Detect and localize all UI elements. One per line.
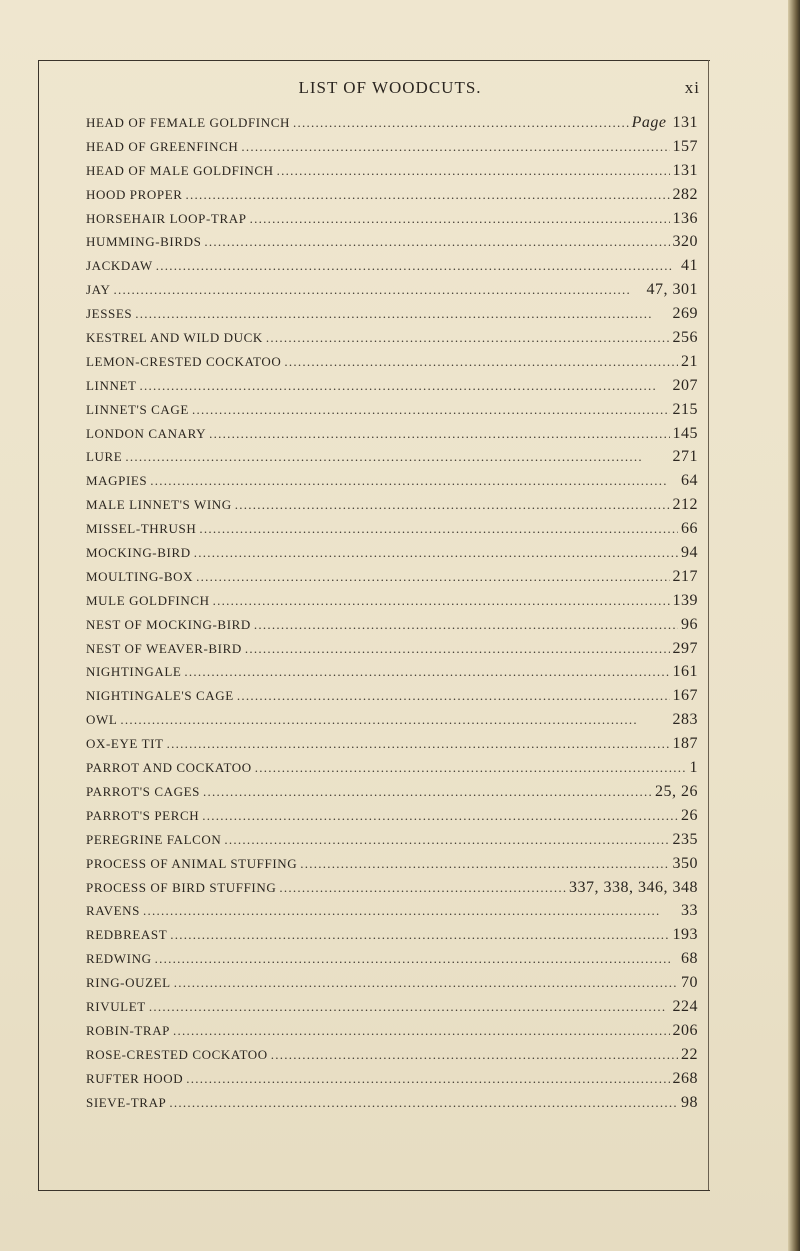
leader-dots xyxy=(202,808,678,824)
entry-label: ROSE-CRESTED COCKATOO xyxy=(86,1046,268,1062)
entry-label: OWL xyxy=(86,712,118,728)
leader-dots xyxy=(135,306,669,322)
entry-page xyxy=(673,855,699,873)
list-item xyxy=(86,783,698,807)
entry-label: LINNET xyxy=(86,377,137,393)
list-item xyxy=(86,592,698,616)
page-number: 350 xyxy=(672,854,698,872)
list-item xyxy=(86,425,698,449)
list-item xyxy=(86,1046,698,1070)
leader-dots xyxy=(213,593,670,609)
list-item xyxy=(86,687,698,711)
leader-dots xyxy=(204,234,669,250)
entry-label: MULE GOLDFINCH xyxy=(86,592,210,608)
page-number: 212 xyxy=(672,496,698,514)
entry-label: JESSES xyxy=(86,306,133,322)
leader-dots xyxy=(235,497,670,513)
entry-label: REDWING xyxy=(86,951,152,967)
entry-label: MISSEL-THRUSH xyxy=(86,521,197,537)
page-number: 131 xyxy=(672,161,698,179)
list-item xyxy=(86,974,698,998)
list-item xyxy=(86,377,698,401)
entry-label: OX-EYE TIT xyxy=(86,736,164,752)
list-item xyxy=(86,496,698,520)
leader-dots xyxy=(250,211,670,227)
page-number: 98 xyxy=(681,1093,698,1111)
page-number: 269 xyxy=(672,305,698,323)
leader-dots xyxy=(245,641,670,657)
entry-label: MOCKING-BIRD xyxy=(86,545,191,561)
list-item xyxy=(86,568,698,592)
entry-label: RING-OUZEL xyxy=(86,975,171,991)
entry-page xyxy=(673,926,699,944)
leader-dots xyxy=(196,569,669,585)
entry-label: REDBREAST xyxy=(86,927,168,943)
entry-page xyxy=(681,353,698,371)
entry-page xyxy=(681,472,698,490)
leader-dots xyxy=(169,1095,678,1111)
list-item xyxy=(86,950,698,974)
entry-label: PARROT AND COCKATOO xyxy=(86,760,252,776)
entry-page xyxy=(673,592,699,610)
entry-label: RIVULET xyxy=(86,998,146,1014)
page-number: 271 xyxy=(672,448,698,466)
list-item xyxy=(86,233,698,257)
list-item xyxy=(86,807,698,831)
entry-page xyxy=(681,544,698,562)
leader-dots xyxy=(271,1047,678,1063)
entry-label: NEST OF WEAVER-BIRD xyxy=(86,640,242,656)
leader-dots xyxy=(184,664,669,680)
leader-dots xyxy=(284,354,678,370)
entry-label: LEMON-CRESTED COCKATOO xyxy=(86,353,282,369)
page-number: 33 xyxy=(681,902,698,920)
entry-label: MOULTING-BOX xyxy=(86,568,194,584)
list-item xyxy=(86,520,698,544)
entry-page xyxy=(673,1022,699,1040)
entry-page xyxy=(681,950,698,968)
page-number: 215 xyxy=(672,400,698,418)
entry-label: KESTREL AND WILD DUCK xyxy=(86,330,263,346)
entry-page xyxy=(681,1046,698,1064)
entry-page xyxy=(673,448,699,466)
list-item xyxy=(86,114,698,138)
page-number: 70 xyxy=(681,974,698,992)
list-item xyxy=(86,305,698,329)
page-number: 297 xyxy=(672,639,698,657)
list-item xyxy=(86,210,698,234)
leader-dots xyxy=(170,927,669,943)
list-item xyxy=(86,401,698,425)
leader-dots xyxy=(266,330,670,346)
page-number: 282 xyxy=(672,185,698,203)
page-number: 26 xyxy=(681,806,698,824)
entry-label: HORSEHAIR LOOP-TRAP xyxy=(86,210,247,226)
page-number: 167 xyxy=(672,687,698,705)
list-item xyxy=(86,1022,698,1046)
entry-page xyxy=(673,998,699,1016)
page-number: 193 xyxy=(672,926,698,944)
entry-page xyxy=(673,233,699,251)
entry-label: SIEVE-TRAP xyxy=(86,1094,167,1110)
page-number: 21 xyxy=(681,352,698,370)
entry-page xyxy=(673,1070,699,1088)
entry-label: RUFTER HOOD xyxy=(86,1070,184,1086)
page-number: 131 xyxy=(672,114,698,131)
entry-label: PARROT'S CAGES xyxy=(86,783,200,799)
frame-rule-left xyxy=(38,60,39,1190)
entry-page xyxy=(673,329,699,347)
list-item xyxy=(86,544,698,568)
entry-page xyxy=(681,902,698,920)
list-item xyxy=(86,831,698,855)
list-item xyxy=(86,663,698,687)
page-number: 47, 301 xyxy=(646,281,698,299)
leader-dots xyxy=(254,617,678,633)
entry-label: MALE LINNET'S WING xyxy=(86,497,232,513)
list-item xyxy=(86,855,698,879)
entry-page xyxy=(673,496,699,514)
list-item xyxy=(86,711,698,735)
page-number: 139 xyxy=(672,591,698,609)
entry-label: NIGHTINGALE'S CAGE xyxy=(86,688,234,704)
entry-page xyxy=(690,759,699,777)
page-number: 207 xyxy=(672,376,698,394)
page-number: 41 xyxy=(681,257,698,275)
frame-rule-right xyxy=(708,60,709,1190)
list-item xyxy=(86,735,698,759)
leader-dots xyxy=(194,545,678,561)
page-number: 68 xyxy=(681,950,698,968)
leader-dots xyxy=(150,473,678,489)
list-item xyxy=(86,616,698,640)
leader-dots xyxy=(113,282,643,298)
entry-page xyxy=(673,377,699,395)
list-item xyxy=(86,998,698,1022)
entry-label: RAVENS xyxy=(86,903,140,919)
entry-label: JACKDAW xyxy=(86,258,153,274)
list-item xyxy=(86,186,698,210)
leader-dots xyxy=(279,880,566,896)
leader-dots xyxy=(241,139,669,155)
page-number: 206 xyxy=(672,1021,698,1039)
entry-label: NIGHTINGALE xyxy=(86,664,182,680)
list-item xyxy=(86,926,698,950)
entry-page xyxy=(681,807,698,825)
entry-page xyxy=(681,616,698,634)
page-number: 187 xyxy=(672,735,698,753)
page-number: 161 xyxy=(672,663,698,681)
leader-dots xyxy=(186,187,670,203)
page-number: 337, 338, 346, 348 xyxy=(569,878,698,896)
page-number: 256 xyxy=(672,329,698,347)
entry-label: PROCESS OF BIRD STUFFING xyxy=(86,879,277,895)
entry-label: LONDON CANARY xyxy=(86,425,207,441)
list-item xyxy=(86,902,698,926)
entry-page xyxy=(673,687,699,705)
entry-label: MAGPIES xyxy=(86,473,148,489)
leader-dots xyxy=(209,426,669,442)
entry-page xyxy=(673,186,699,204)
page-title: LIST OF WOODCUTS. xyxy=(298,78,482,97)
page-number: 145 xyxy=(672,424,698,442)
entry-label: HEAD OF GREENFINCH xyxy=(86,138,239,154)
entry-page xyxy=(673,425,699,443)
leader-dots xyxy=(140,378,670,394)
entry-label: LURE xyxy=(86,449,123,465)
leader-dots xyxy=(186,1071,669,1087)
page-number: 25, 26 xyxy=(655,782,698,800)
leader-dots xyxy=(237,688,670,704)
list-item xyxy=(86,472,698,496)
leader-dots xyxy=(120,712,669,728)
running-header xyxy=(80,78,700,100)
page-numeral: xi xyxy=(684,78,700,97)
entry-label: PEREGRINE FALCON xyxy=(86,831,222,847)
entry-page xyxy=(681,257,698,275)
leader-dots xyxy=(149,999,670,1015)
page-number: 64 xyxy=(681,472,698,490)
leader-dots xyxy=(300,856,669,872)
list-item xyxy=(86,448,698,472)
entry-label: NEST OF MOCKING-BIRD xyxy=(86,616,251,632)
list-item xyxy=(86,138,698,162)
list-item xyxy=(86,281,698,305)
entry-page xyxy=(673,663,699,681)
entry-page xyxy=(673,401,699,419)
leader-dots xyxy=(224,832,669,848)
entry-page xyxy=(673,162,699,180)
list-item xyxy=(86,353,698,377)
entry-page xyxy=(655,783,698,801)
list-item xyxy=(86,1094,698,1118)
entry-page xyxy=(647,281,699,299)
entry-page xyxy=(681,974,698,992)
list-item xyxy=(86,879,698,903)
leader-dots xyxy=(277,163,670,179)
entry-page xyxy=(673,210,699,228)
page-number: 157 xyxy=(672,137,698,155)
list-item xyxy=(86,759,698,783)
page-number: 283 xyxy=(672,711,698,729)
entry-label: PARROT'S PERCH xyxy=(86,807,200,823)
frame-rule-bottom xyxy=(38,1190,710,1191)
entry-page xyxy=(632,114,698,132)
leader-dots xyxy=(156,258,678,274)
page-number: 320 xyxy=(672,233,698,251)
entry-label: LINNET'S CAGE xyxy=(86,401,189,417)
page-number: 66 xyxy=(681,520,698,538)
entry-page xyxy=(673,640,699,658)
page-number: 22 xyxy=(681,1045,698,1063)
leader-dots xyxy=(293,115,629,131)
page-number: 94 xyxy=(681,544,698,562)
entry-page xyxy=(673,711,699,729)
entry-label: PROCESS OF ANIMAL STUFFING xyxy=(86,855,298,871)
frame-rule-top xyxy=(38,60,710,61)
page-number: 1 xyxy=(689,759,698,777)
page-number: 235 xyxy=(672,830,698,848)
page-edge-shadow xyxy=(788,0,800,1251)
leader-dots xyxy=(143,903,678,919)
leader-dots xyxy=(199,521,678,537)
leader-dots xyxy=(203,784,652,800)
list-item xyxy=(86,257,698,281)
list-item xyxy=(86,1070,698,1094)
page-number: 96 xyxy=(681,615,698,633)
entry-page xyxy=(681,520,698,538)
entry-page xyxy=(673,831,699,849)
entry-label: HEAD OF FEMALE GOLDFINCH xyxy=(86,115,290,130)
entry-label: JAY xyxy=(86,282,111,298)
list-item xyxy=(86,640,698,664)
entry-page xyxy=(569,879,698,897)
page-prefix: Page xyxy=(631,114,667,131)
entry-page xyxy=(673,138,699,156)
page-number: 136 xyxy=(672,209,698,227)
leader-dots xyxy=(125,449,669,465)
entry-label: ROBIN-TRAP xyxy=(86,1022,171,1038)
leader-dots xyxy=(255,760,687,776)
leader-dots xyxy=(167,736,670,752)
entry-label: HEAD OF MALE GOLDFINCH xyxy=(86,162,274,178)
entry-page xyxy=(673,568,699,586)
page-number: 268 xyxy=(672,1069,698,1087)
entry-label: HUMMING-BIRDS xyxy=(86,234,202,250)
entry-page xyxy=(673,305,699,323)
leader-dots xyxy=(174,975,678,991)
leader-dots xyxy=(173,1023,669,1039)
page-number: 224 xyxy=(672,997,698,1015)
list-item xyxy=(86,162,698,186)
woodcut-list xyxy=(86,114,698,1117)
entry-page xyxy=(673,735,699,753)
entry-label: HOOD PROPER xyxy=(86,186,183,202)
entry-page xyxy=(681,1094,698,1112)
list-item xyxy=(86,329,698,353)
leader-dots xyxy=(192,402,670,418)
leader-dots xyxy=(155,951,678,967)
page-number: 217 xyxy=(672,567,698,585)
